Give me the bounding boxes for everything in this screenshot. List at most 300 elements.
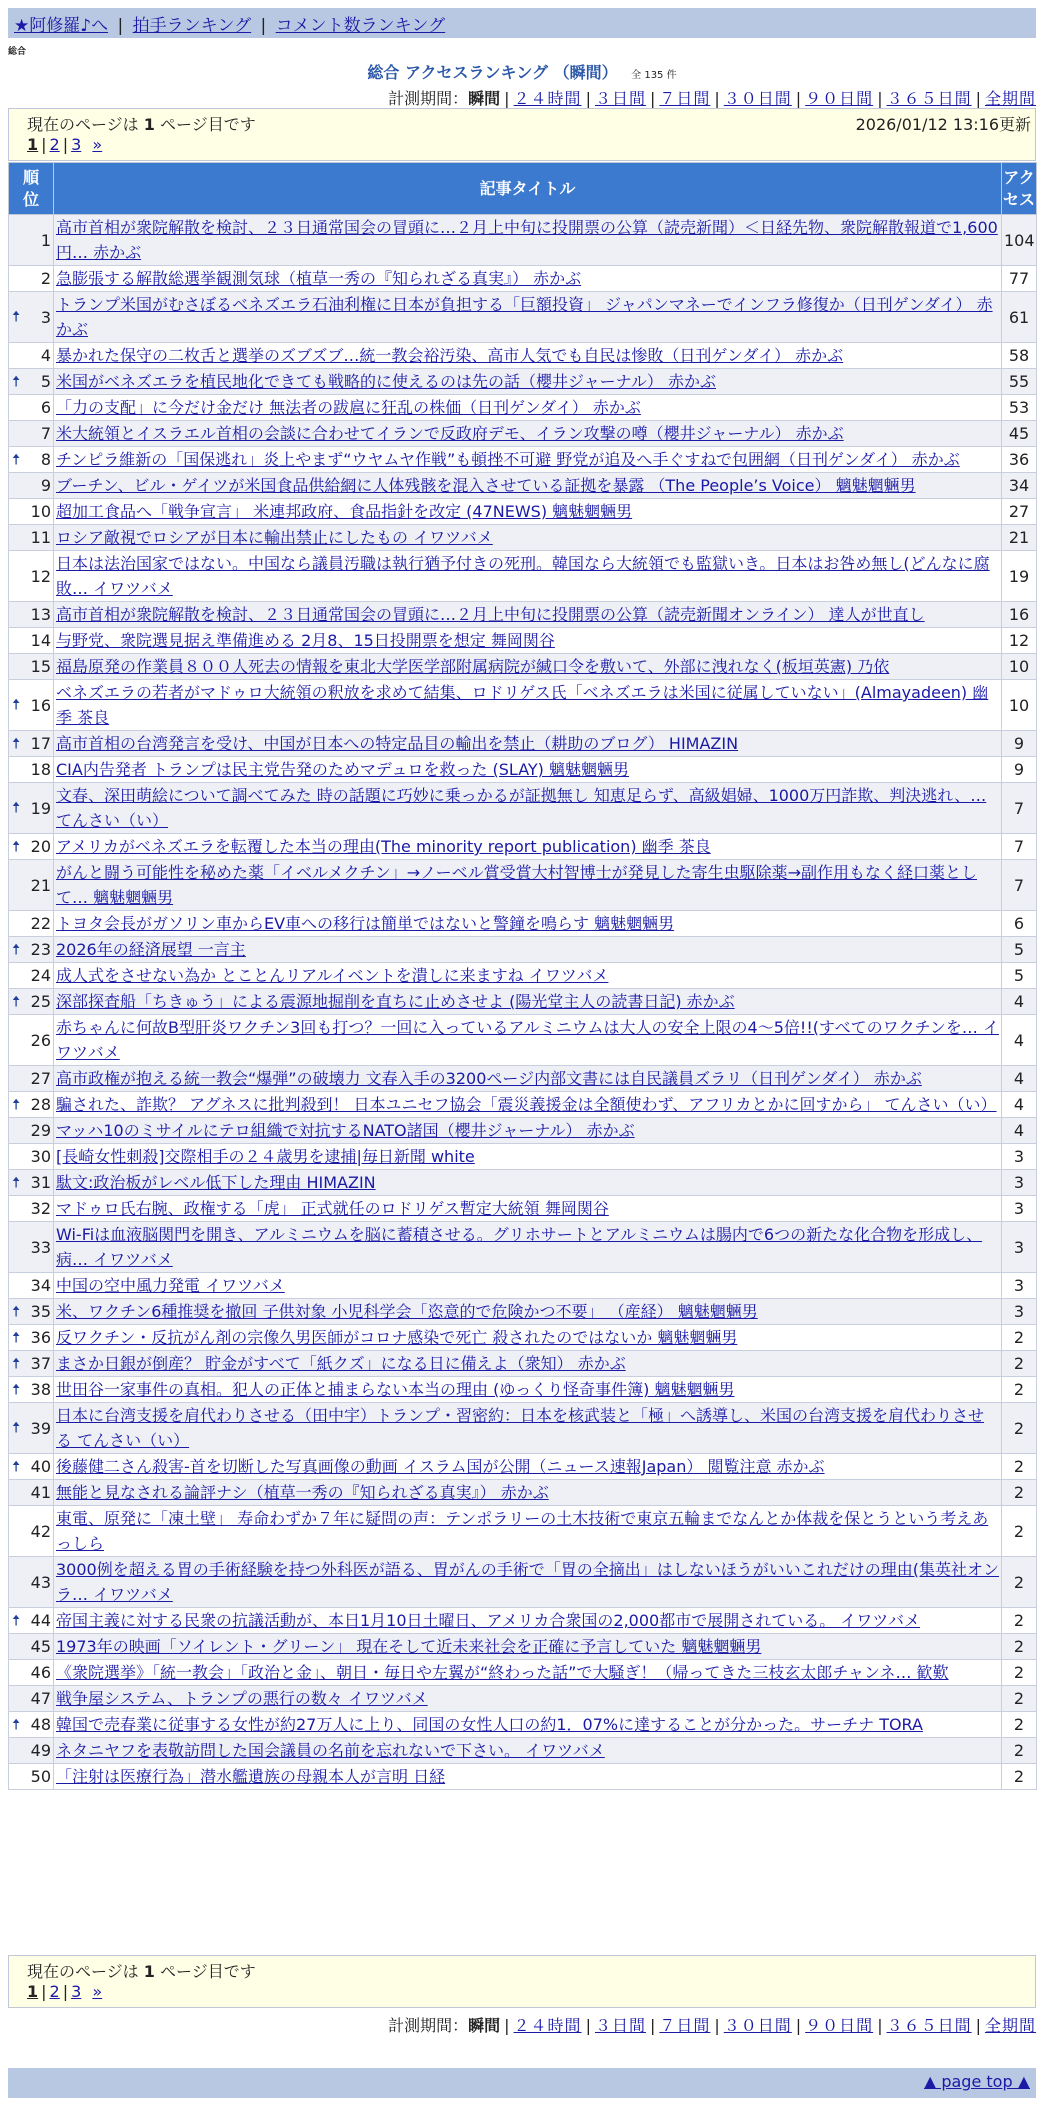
access-count: 3 <box>1002 1299 1037 1325</box>
table-row <box>9 292 1037 343</box>
rank-cell <box>9 1092 54 1118</box>
pager-bottom <box>27 1982 102 2001</box>
rank-number: 37 <box>30 1354 51 1373</box>
article-link[interactable]: 文春、深田萌絵について調べてみた 時の話題に巧妙に乗っかるが証拠無し 知恵足らず、高級娼婦、1000万円詐欺、判決逃れ、… てんさい（い） <box>56 786 987 830</box>
title-cell <box>54 343 1002 369</box>
period-link-1[interactable]: ３日間 <box>594 2016 646 2035</box>
title-cell <box>54 989 1002 1015</box>
article-link[interactable]: 高市首相が衆院解散を検討、２３日通常国会の冒頭に…２月上中旬に投開票の公算（読売新聞）＜日経先物、衆院解散報道で1,600円… 赤かぶ <box>56 218 998 262</box>
current-page-info <box>27 1959 256 1982</box>
article-link[interactable]: まさか日銀が倒産？ 貯金がすべて「紙クズ」になる日に備えよ（衆知） 赤かぶ <box>56 1354 626 1373</box>
access-count: 7 <box>1002 783 1037 834</box>
pager-link-page-2[interactable]: 2 <box>49 1982 60 2001</box>
rank-up-arrow-icon: 🠅 <box>12 1611 21 1629</box>
article-link[interactable]: がんと闘う可能性を秘めた薬「イベルメクチン」→ノーベル賞受賞大村智博士が発見した寄生虫駆除薬→副作用もなく経口薬として… 魑魅魍魎男 <box>56 863 978 907</box>
rank-number: 22 <box>30 914 51 933</box>
title-cell <box>54 1660 1002 1686</box>
period-link-3[interactable]: ３０日間 <box>723 2016 792 2035</box>
rank-number: 36 <box>30 1328 51 1347</box>
rank-number: 21 <box>30 875 51 895</box>
title-cell <box>54 266 1002 292</box>
article-link[interactable]: 米、ワクチン6種推奨を撤回 子供対象 小児科学会「恣意的で危険かつ不要」 （産経） 魑魅魍魎男 <box>56 1302 758 1321</box>
rank-cell <box>9 215 54 266</box>
nav-separator: | <box>260 16 267 36</box>
table-row <box>9 369 1037 395</box>
article-link[interactable]: 《衆院選挙》「統一教会」「政治と金」、朝日・毎日や左翼が“終わった話”で大騒ぎ！（帰ってきた三枝玄太郎チャンネ… 歓歎 <box>56 1663 949 1682</box>
rank-number: 45 <box>30 1637 51 1656</box>
rank-cell <box>9 1351 54 1377</box>
article-link[interactable]: 高市首相が衆院解散を検討、２３日通常国会の冒頭に…２月上中旬に投開票の公算（読売新聞オンライン） 達人が世直し <box>56 605 925 624</box>
period-link-4[interactable]: ９０日間 <box>805 2016 874 2035</box>
title-cell <box>54 1377 1002 1403</box>
title-cell <box>54 963 1002 989</box>
period-link-4[interactable]: ９０日間 <box>805 89 874 108</box>
rank-number: 32 <box>30 1199 51 1218</box>
rank-number: 1 <box>40 230 51 250</box>
access-count: 6 <box>1002 911 1037 937</box>
article-link[interactable]: 成人式をさせない為か とことんリアルイベントを潰しに来ますね イワツバメ <box>56 966 609 985</box>
header-access-line1: アク <box>1003 167 1035 187</box>
rank-up-arrow-icon: 🠅 <box>12 1715 21 1733</box>
title-cell <box>54 911 1002 937</box>
rank-number: 49 <box>30 1741 51 1760</box>
access-count: 4 <box>1002 989 1037 1015</box>
rank-cell <box>9 1066 54 1092</box>
access-count: 9 <box>1002 731 1037 757</box>
access-count: 5 <box>1002 963 1037 989</box>
rank-cell <box>9 447 54 473</box>
period-link-2[interactable]: ７日間 <box>659 2016 711 2035</box>
title-cell <box>54 1712 1002 1738</box>
title-cell <box>54 1299 1002 1325</box>
article-link[interactable]: Wi-Fiは血液脳関門を開き、アルミニウムを脳に蓄積させる。グリホサートとアルミニウムは腸内で6つの新たな化合物を形成し、病… イワツバメ <box>56 1225 983 1269</box>
title-cell <box>54 1634 1002 1660</box>
article-link[interactable]: 日本に台湾支援を肩代わりさせる（田中宇）トランプ・習密約：日本を核武装と「極」へ誘導し、米国の台湾支援を肩代わりさせる てんさい（い） <box>56 1406 985 1450</box>
table-row <box>9 1738 1037 1764</box>
table-row <box>9 783 1037 834</box>
pager-separator: | <box>62 135 69 154</box>
access-count: 2 <box>1002 1454 1037 1480</box>
period-separator: | <box>585 89 591 108</box>
period-link-6[interactable]: 全期間 <box>984 89 1036 108</box>
rank-cell <box>9 266 54 292</box>
article-link[interactable]: チンピラ維新の「国保逃れ」炎上やまず“ウヤムヤ作戦”も頓挫不可避 野党が追及へ手ぐすねで包囲網（日刊ゲンダイ） 赤かぶ <box>56 450 960 469</box>
article-link[interactable]: トランプ米国がむさぼるベネズエラ石油利権に日本が負担する「巨額投資」 ジャパンマネーでインフラ修復か（日刊ゲンダイ） 赤かぶ <box>56 295 993 339</box>
rank-cell <box>9 628 54 654</box>
pager-separator: | <box>62 1982 69 2001</box>
article-link[interactable]: CIA内告発者 トランプは民主党告発のためマデュロを救った (SLAY) 魑魅魍魎男 <box>56 760 630 779</box>
period-separator: | <box>975 2016 981 2035</box>
article-link[interactable]: 福島原発の作業員８００人死去の情報を東北大学医学部附属病院が緘口令を敷いて、外部に洩れなく(板垣英憲) 乃依 <box>56 657 890 676</box>
period-separator: | <box>649 2016 656 2035</box>
access-count: 2 <box>1002 1351 1037 1377</box>
title-cell <box>54 551 1002 602</box>
pager-separator <box>84 1982 89 2001</box>
title-cell <box>54 1170 1002 1196</box>
access-count: 3 <box>1002 1222 1037 1273</box>
access-count: 27 <box>1002 499 1037 525</box>
rank-up-arrow-icon: 🠅 <box>12 940 21 958</box>
rank-cell <box>9 343 54 369</box>
article-link[interactable]: 東電、原発に「凍土壁」 寿命わずか７年に疑問の声：テンポラリーの土木技術で東京五輪までなんとか体裁を保とうという考えあっしら <box>56 1509 989 1553</box>
access-count: 4 <box>1002 1118 1037 1144</box>
rank-number: 47 <box>30 1689 51 1708</box>
rank-number: 40 <box>30 1457 51 1476</box>
article-link[interactable]: 赤ちゃんに何故B型肝炎ワクチン3回も打つ？一回に入っているアルミニウムは大人の安全上限の4～5倍!!(すべてのワクチンを… イワツバメ <box>56 1018 999 1062</box>
table-row <box>9 1092 1037 1118</box>
table-row <box>9 1480 1037 1506</box>
rank-cell <box>9 783 54 834</box>
access-count: 2 <box>1002 1634 1037 1660</box>
title-cell <box>54 1557 1002 1608</box>
rank-cell <box>9 860 54 911</box>
header-rank-line1: 順 <box>22 167 39 187</box>
article-link[interactable]: 超加工食品へ「戦争宣言」 米連邦政府、食品指針を改定 (47NEWS) 魑魅魍魎男 <box>56 502 633 521</box>
table-row <box>9 1454 1037 1480</box>
rank-cell <box>9 1196 54 1222</box>
rank-up-arrow-icon: 🠅 <box>12 1380 21 1398</box>
article-link[interactable]: 駄文:政治板がレベル低下した理由 HIMAZIN <box>56 1173 376 1192</box>
article-link[interactable]: 無能と見なされる論評ナシ（植草一秀の『知られざる真実』） 赤かぶ <box>56 1483 549 1502</box>
rank-cell <box>9 551 54 602</box>
rank-number: 12 <box>30 566 51 586</box>
page-info-prefix: 現在のページは <box>27 115 139 134</box>
access-count: 2 <box>1002 1608 1037 1634</box>
title-cell <box>54 937 1002 963</box>
title-cell <box>54 1351 1002 1377</box>
article-link[interactable]: トヨタ会長がガソリン車からEV車への移行は簡単ではないと警鐘を鳴らす 魑魅魍魎男 <box>56 914 675 933</box>
home-link[interactable]: ★阿修羅♪へ <box>14 16 109 36</box>
rank-number: 26 <box>30 1030 51 1050</box>
rank-cell <box>9 1506 54 1557</box>
title-cell <box>54 473 1002 499</box>
rank-up-arrow-icon: 🠅 <box>12 1418 21 1437</box>
title-cell <box>54 1196 1002 1222</box>
article-link[interactable]: 米国がベネズエラを植民地化できても戦略的に使えるのは先の話（櫻井ジャーナル） 赤かぶ <box>56 372 716 391</box>
rank-number: 16 <box>30 695 51 715</box>
rank-cell <box>9 963 54 989</box>
period-link-1[interactable]: ３日間 <box>594 89 646 108</box>
title-cell <box>54 1066 1002 1092</box>
title-cell <box>54 1608 1002 1634</box>
table-row <box>9 1222 1037 1273</box>
access-count: 5 <box>1002 937 1037 963</box>
pager-current: 1 <box>27 135 39 154</box>
article-link[interactable]: 世田谷一家事件の真相。犯人の正体と捕まらない本当の理由 (ゆっくり怪奇事件簿) 魑魅魍魎男 <box>56 1380 735 1399</box>
rank-number: 48 <box>30 1715 51 1734</box>
access-count: 4 <box>1002 1092 1037 1118</box>
table-row <box>9 499 1037 525</box>
access-count: 2 <box>1002 1506 1037 1557</box>
rank-number: 6 <box>40 398 51 417</box>
rank-cell <box>9 937 54 963</box>
table-row <box>9 1712 1037 1738</box>
pager-next-link[interactable]: » <box>92 1982 103 2001</box>
article-link[interactable]: 3000例を超える胃の手術経験を持つ外科医が語る、胃がんの手術で「胃の全摘出」はしないほうがいいこれだけの理由(集英社オンラ… イワツバメ <box>56 1560 999 1604</box>
rank-cell <box>9 1608 54 1634</box>
rank-number: 35 <box>30 1302 51 1321</box>
rank-number: 30 <box>30 1147 51 1166</box>
rank-cell <box>9 1454 54 1480</box>
title-cell <box>54 680 1002 731</box>
table-row <box>9 395 1037 421</box>
rank-up-arrow-icon: 🠅 <box>12 695 21 714</box>
article-link[interactable]: 騙された、詐欺？ アグネスに批判殺到！ 日本ユニセフ協会「震災義援金は全額使わず、アフリカとかに回すから」 てんさい（い） <box>56 1095 997 1114</box>
rank-cell <box>9 1118 54 1144</box>
period-link-6[interactable]: 全期間 <box>984 2016 1036 2035</box>
article-link[interactable]: ベネズエラの若者がマドゥロ大統領の釈放を求めて結集、ロドリゲス氏「ベネズエラは米国に従属していない」(Almayadeen) 幽季 茶良 <box>56 683 989 727</box>
access-count: 7 <box>1002 860 1037 911</box>
applause-ranking-link[interactable]: 拍手ランキング <box>132 16 252 36</box>
title-cell <box>54 1015 1002 1066</box>
access-count: 9 <box>1002 757 1037 783</box>
page-info-number: 1 <box>143 115 155 134</box>
article-link[interactable]: 深部探査船「ちきゅう」による震源地掘削を直ちに止めさせよ (陽光堂主人の読書日記) 赤かぶ <box>56 992 735 1011</box>
rank-cell <box>9 1222 54 1273</box>
comment-ranking-link[interactable]: コメント数ランキング <box>275 16 446 36</box>
access-count: 2 <box>1002 1738 1037 1764</box>
access-count: 3 <box>1002 1144 1037 1170</box>
title-cell <box>54 1144 1002 1170</box>
table-row <box>9 1557 1037 1608</box>
table-row <box>9 1273 1037 1299</box>
pager-separator: | <box>41 135 47 154</box>
rank-up-arrow-icon: 🠅 <box>12 1328 21 1346</box>
article-link[interactable]: 韓国で売春業に従事する女性が約27万人に上り、同国の女性人口の約1．07%に達することが分かった。サーチナ TORA <box>56 1715 923 1734</box>
article-link[interactable]: 後藤健二さん殺害-首を切断した写真画像の動画 イスラム国が公開（ニュース速報Japan） 閲覧注意 赤かぶ <box>56 1457 825 1476</box>
article-link[interactable]: 暴かれた保守の二枚舌と選挙のズブズブ…統一教会裕汚染、高市人気でも自民は惨敗（日刊ゲンダイ） 赤かぶ <box>56 346 844 365</box>
table-row <box>9 757 1037 783</box>
article-link[interactable]: 中国の空中風力発電 イワツバメ <box>56 1276 285 1295</box>
rank-up-arrow-icon: 🠅 <box>12 1354 21 1372</box>
access-count: 4 <box>1002 1015 1037 1066</box>
access-count: 45 <box>1002 421 1037 447</box>
title-cell <box>54 1764 1002 1790</box>
article-link[interactable]: [長崎女性刺殺]交際相手の２４歳男を逮捕|毎日新聞 white <box>56 1147 475 1166</box>
rank-cell <box>9 1738 54 1764</box>
article-link[interactable]: ネタニヤフを表敬訪問した国会議員の名前を忘れないで下さい。 イワツバメ <box>56 1741 605 1760</box>
rank-cell <box>9 911 54 937</box>
access-count: 10 <box>1002 680 1037 731</box>
period-link-2[interactable]: ７日間 <box>659 89 711 108</box>
access-count: 2 <box>1002 1660 1037 1686</box>
period-separator: | <box>714 89 720 108</box>
rank-cell <box>9 1325 54 1351</box>
access-count: 3 <box>1002 1273 1037 1299</box>
rank-number: 34 <box>30 1276 51 1295</box>
current-page-info <box>27 112 256 135</box>
title-cell <box>54 834 1002 860</box>
title-cell <box>54 499 1002 525</box>
rank-number: 27 <box>30 1069 51 1088</box>
page-info-prefix: 現在のページは <box>27 1962 139 1981</box>
rank-cell <box>9 1144 54 1170</box>
period-label: 計測期間： <box>388 89 469 108</box>
table-row <box>9 1015 1037 1066</box>
table-row <box>9 1660 1037 1686</box>
article-link[interactable]: 1973年の映画「ソイレント・グリーン」 現在そして近未来社会を正確に予言していた 魑魅魍魎男 <box>56 1637 762 1656</box>
rank-cell <box>9 1764 54 1790</box>
rank-number: 17 <box>30 734 51 753</box>
title-cell <box>54 1273 1002 1299</box>
table-row <box>9 834 1037 860</box>
access-count: 4 <box>1002 1066 1037 1092</box>
table-row <box>9 937 1037 963</box>
period-link-0[interactable]: ２４時間 <box>513 89 582 108</box>
rank-up-arrow-icon: 🠅 <box>12 1457 21 1475</box>
table-row <box>9 1377 1037 1403</box>
rank-up-arrow-icon: 🠅 <box>12 837 21 855</box>
rank-number: 38 <box>30 1380 51 1399</box>
title-cell <box>54 654 1002 680</box>
rank-up-arrow-icon: 🠅 <box>12 1173 21 1191</box>
access-count: 36 <box>1002 447 1037 473</box>
title-cell <box>54 757 1002 783</box>
article-link[interactable]: 反ワクチン・反抗がん剤の宗像久男医師がコロナ感染で死亡 殺されたのではないか 魑魅魍魎男 <box>56 1328 738 1347</box>
rank-number: 13 <box>30 605 51 624</box>
article-link[interactable]: 高市首相の台湾発言を受け、中国が日本への特定品目の輸出を禁止（耕助のブログ） HIMAZIN <box>56 734 739 753</box>
rank-number: 39 <box>30 1418 51 1438</box>
article-link[interactable]: ブーチン、ビル・ゲイツが米国食品供給網に人体残骸を混入させている証拠を暴露 （The People’s Voice） 魑魅魍魎男 <box>56 476 916 495</box>
table-row <box>9 1403 1037 1454</box>
article-link[interactable]: アメリカがベネズエラを転覆した本当の理由(The minority report publication) 幽季 茶良 <box>56 837 711 856</box>
page-title <box>0 60 1044 83</box>
access-count: 104 <box>1002 215 1037 266</box>
table-row <box>9 1066 1037 1092</box>
updated-timestamp: 2026/01/12 13:16更新 <box>855 115 1031 134</box>
rank-cell <box>9 525 54 551</box>
table-row <box>9 1170 1037 1196</box>
access-count: 2 <box>1002 1557 1037 1608</box>
title-cell <box>54 215 1002 266</box>
access-count: 2 <box>1002 1403 1037 1454</box>
table-row <box>9 989 1037 1015</box>
article-link[interactable]: ロシア敵視でロシアが日本に輸出禁止にしたもの イワツバメ <box>56 528 493 547</box>
rank-cell <box>9 602 54 628</box>
period-separator: | <box>877 2016 883 2035</box>
rank-cell <box>9 654 54 680</box>
rank-number: 50 <box>30 1767 51 1786</box>
rank-up-arrow-icon: 🠅 <box>12 798 21 817</box>
rank-up-arrow-icon: 🠅 <box>12 1095 21 1113</box>
article-link[interactable]: マドゥロ氏右腕、政権する「虎」 正式就任のロドリゲス暫定大統領 舞岡関谷 <box>56 1199 609 1218</box>
rank-number: 29 <box>30 1121 51 1140</box>
rank-cell <box>9 1170 54 1196</box>
pager-link-page-3[interactable]: 3 <box>71 135 82 154</box>
period-link-5[interactable]: ３６５日間 <box>886 2016 972 2035</box>
rank-number: 19 <box>30 798 51 818</box>
rank-number: 15 <box>30 657 51 676</box>
rank-cell <box>9 1480 54 1506</box>
table-row <box>9 266 1037 292</box>
access-count: 34 <box>1002 473 1037 499</box>
article-link[interactable]: 米大統領とイスラエル首相の会談に合わせてイランで反政府デモ、イラン攻撃の噂（櫻井ジャーナル） 赤かぶ <box>56 424 844 443</box>
rank-up-arrow-icon: 🠅 <box>12 992 21 1010</box>
article-link[interactable]: 帝国主義に対する民衆の抗議活動が、本日1月10日土曜日、アメリカ合衆国の2,000都市で展開されている。 イワツバメ <box>56 1611 920 1630</box>
table-row <box>9 1608 1037 1634</box>
period-separator: | <box>504 89 510 108</box>
pager-link-page-2[interactable]: 2 <box>49 135 60 154</box>
page-info-number: 1 <box>143 1962 155 1981</box>
rank-cell <box>9 757 54 783</box>
table-row <box>9 1118 1037 1144</box>
rank-cell <box>9 473 54 499</box>
article-link[interactable]: 戦争屋システム、トランプの悪行の数々 イワツバメ <box>56 1689 428 1708</box>
period-selector-bottom <box>388 2013 1036 2036</box>
rank-number: 3 <box>40 307 51 327</box>
title-cell <box>54 1403 1002 1454</box>
table-row <box>9 1144 1037 1170</box>
title-cell <box>54 1325 1002 1351</box>
access-count: 2 <box>1002 1764 1037 1790</box>
rank-number: 10 <box>30 502 51 521</box>
article-link[interactable]: 2026年の経済展望 一言主 <box>56 940 246 959</box>
access-count: 3 <box>1002 1196 1037 1222</box>
rank-cell <box>9 1686 54 1712</box>
access-count: 19 <box>1002 551 1037 602</box>
table-row <box>9 1351 1037 1377</box>
bottom-bar <box>8 2068 1036 2098</box>
nav-separator: | <box>117 16 124 36</box>
rank-cell <box>9 680 54 731</box>
ranking-table <box>8 162 1037 1790</box>
title-cell <box>54 1222 1002 1273</box>
title-cell <box>54 783 1002 834</box>
rank-up-arrow-icon: 🠅 <box>12 450 21 468</box>
pager-link-page-3[interactable]: 3 <box>71 1982 82 2001</box>
title-cell <box>54 602 1002 628</box>
period-link-3[interactable]: ３０日間 <box>723 89 792 108</box>
rank-cell <box>9 1299 54 1325</box>
rank-cell <box>9 1712 54 1738</box>
title-cell <box>54 1686 1002 1712</box>
article-link[interactable]: 急膨張する解散総選挙観測気球（植草一秀の『知られざる真実』） 赤かぶ <box>56 269 582 288</box>
rank-cell <box>9 499 54 525</box>
table-row <box>9 447 1037 473</box>
article-link[interactable]: 与野党、衆院選見据え準備進める 2月8、15日投開票を想定 舞岡関谷 <box>56 631 555 650</box>
rank-cell <box>9 1634 54 1660</box>
access-count: 10 <box>1002 654 1037 680</box>
table-row <box>9 215 1037 266</box>
period-link-5[interactable]: ３６５日間 <box>886 89 972 108</box>
article-link[interactable]: 高市政権が抱える統一教会“爆弾”の破壊力 文春入手の3200ページ内部文書には自民議員ズラリ（日刊ゲンダイ） 赤かぶ <box>56 1069 922 1088</box>
access-count: 3 <box>1002 1170 1037 1196</box>
rank-number: 24 <box>30 966 51 985</box>
article-link[interactable]: マッハ10のミサイルにテロ組織で対抗するNATO諸国（櫻井ジャーナル） 赤かぶ <box>56 1121 635 1140</box>
article-link[interactable]: 「力の支配」に今だけ金だけ 無法者の跋扈に狂乱の株価（日刊ゲンダイ） 赤かぶ <box>56 398 641 417</box>
access-count: 21 <box>1002 525 1037 551</box>
title-cell <box>54 1506 1002 1557</box>
period-separator: | <box>714 2016 720 2035</box>
rank-up-arrow-icon: 🠅 <box>12 734 21 752</box>
article-link[interactable]: 日本は法治国家ではない。中国なら議員汚職は執行猶予付きの死刑。韓国なら大統領でも監獄いき。日本はお咎め無し(どんなに腐敗… イワツバメ <box>56 554 990 598</box>
page-top-link[interactable]: ▲ page top ▲ <box>923 2072 1030 2091</box>
access-count: 2 <box>1002 1686 1037 1712</box>
ranking-table-body <box>9 215 1037 1790</box>
page-info-suffix: ページ目です <box>160 1962 256 1981</box>
period-link-0[interactable]: ２４時間 <box>513 2016 582 2035</box>
period-separator: | <box>504 2016 510 2035</box>
table-row <box>9 525 1037 551</box>
column-header-rank <box>9 163 54 215</box>
rank-number: 14 <box>30 631 51 650</box>
period-current: 瞬間 <box>468 2016 501 2035</box>
rank-cell <box>9 1377 54 1403</box>
rank-number: 20 <box>30 837 51 856</box>
pager-next-link[interactable]: » <box>92 135 103 154</box>
article-link[interactable]: 「注射は医療行為」潜水艦遺族の母親本人が言明 日経 <box>56 1767 446 1786</box>
rank-number: 28 <box>30 1095 51 1114</box>
